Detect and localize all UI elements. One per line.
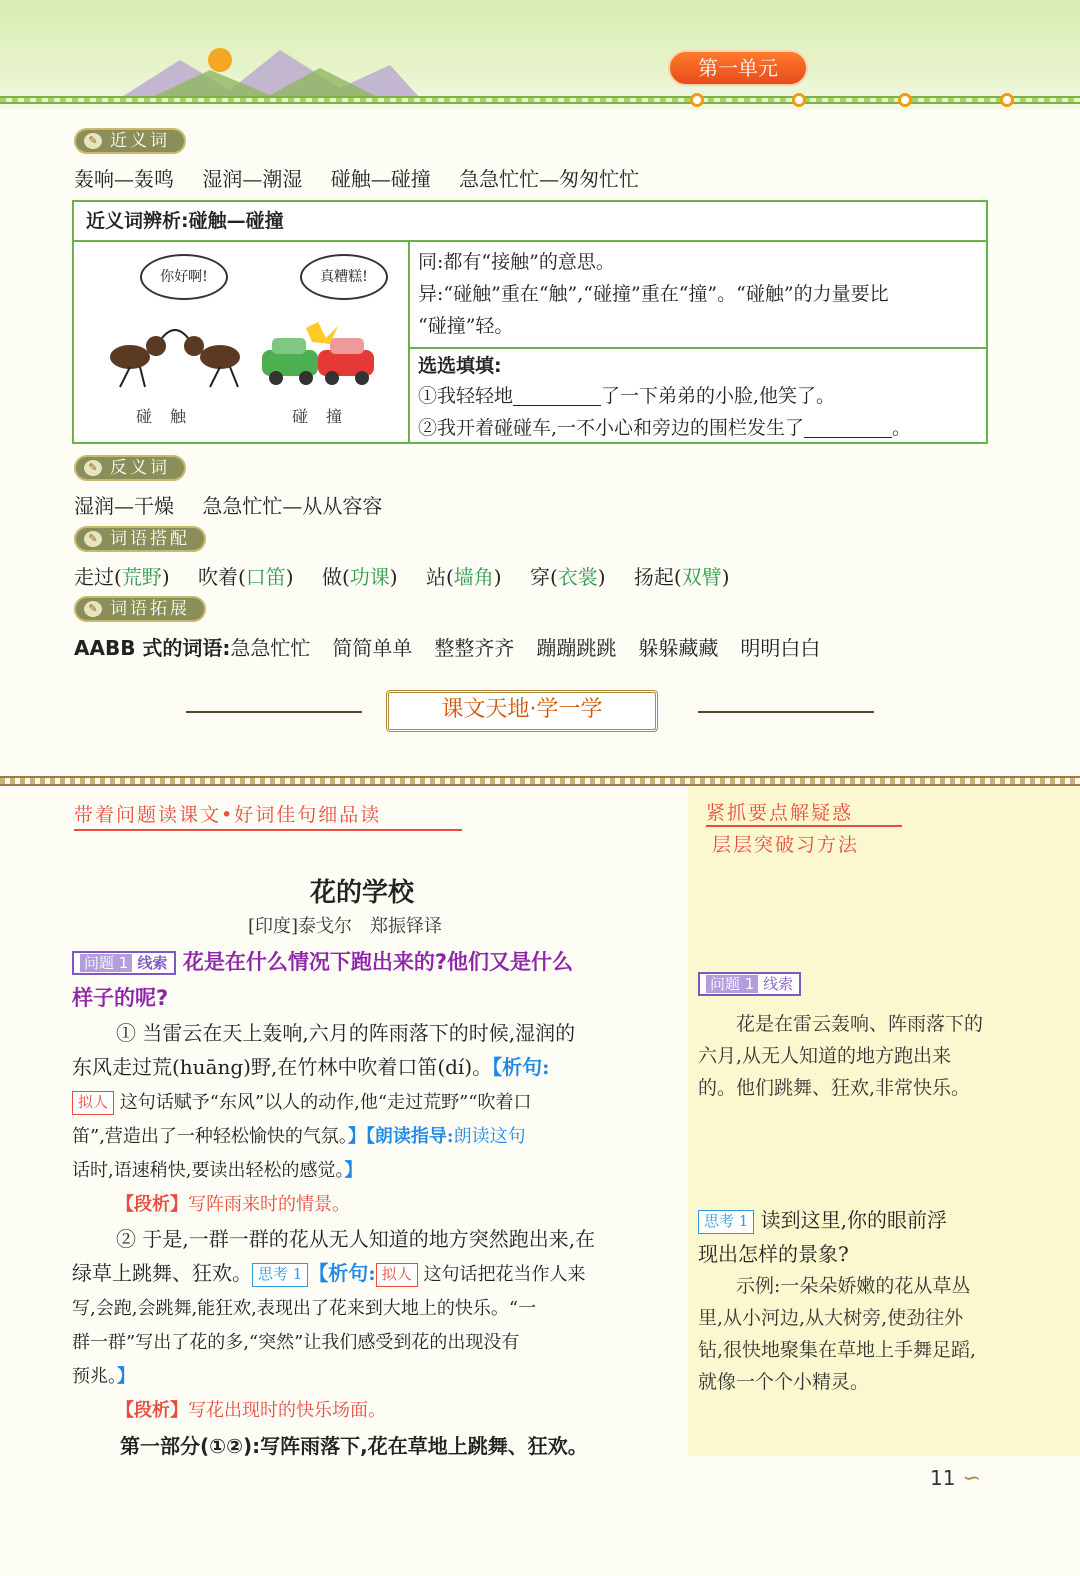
expansion-word: 躲躲藏藏 xyxy=(638,636,719,660)
para-2-line-4: 群一群”写出了花的多,“突然”让我们感受到花的出现没有 xyxy=(72,1332,520,1353)
expansion-label: ✎ 词语拓展 xyxy=(74,596,206,622)
antonyms-label: ✎ 反义词 xyxy=(74,455,186,481)
expansion-prefix: AABB 式的词语: xyxy=(74,636,231,660)
synonyms-list xyxy=(74,163,661,192)
collocation-item: 吹着(口笛) xyxy=(197,565,294,589)
think-tag: 思考 1 xyxy=(252,1263,308,1287)
blank-field[interactable] xyxy=(513,388,601,406)
blank-field[interactable] xyxy=(804,420,892,438)
ants-and-cars-illustration xyxy=(90,312,390,392)
para-2-line-1: ② 于是,一群一群的花从无人知道的地方突然跑出来,在 xyxy=(116,1227,596,1251)
exercise-title: 选选填填: xyxy=(418,355,502,377)
collocations-list xyxy=(74,561,752,590)
collocation-item: 站(墙角) xyxy=(425,565,502,589)
para-1-line-3: 拟人 这句话赋予“东风”以人的动作,他“走过荒野”“吹着口 xyxy=(72,1086,531,1120)
analysis-title: 近义词辨析:碰触—碰撞 xyxy=(74,202,986,242)
segment-analysis-1: 【段析】写阵雨来时的情景。 xyxy=(116,1194,350,1215)
personification-tag: 拟人 xyxy=(72,1091,114,1115)
synonym-pair: 急急忙忙—匆匆忙忙 xyxy=(459,167,640,191)
expansion-word: 急急忙忙 xyxy=(230,636,311,660)
personification-tag: 拟人 xyxy=(376,1263,418,1287)
collocation-item: 穿(衣裳) xyxy=(529,565,606,589)
speech-bubble-left: 你好啊! xyxy=(140,254,228,300)
antonyms-list xyxy=(74,490,404,519)
think-1-answer: 示例:一朵朵娇嫩的花从草丛里,从小河边,从大树旁,使劲往外钻,很快地聚集在草地上手舞足蹈,就像一个个小精灵。 xyxy=(698,1275,977,1393)
section-banner: 课文天地·学一学 xyxy=(386,690,658,732)
right-question-1 xyxy=(698,972,801,996)
para-1-line-5: 话时,语速稍快,要读出轻松的感觉。】 xyxy=(72,1160,363,1181)
banner-line xyxy=(698,711,874,713)
expansion-word: 简简单单 xyxy=(332,636,413,660)
difference-line-1: 异:“碰触”重在“触”,“碰撞”重在“撞”。“碰触”的力量要比 xyxy=(418,283,889,305)
synonym-pair: 碰触—碰撞 xyxy=(330,167,431,191)
same-meaning: 同:都有“接触”的意思。 xyxy=(418,251,615,273)
para-1-line-4: 笛”,营造出了一种轻松愉快的气氛。】【朗读指导:朗读这句 xyxy=(72,1126,526,1147)
unit-tab: 第一单元 xyxy=(668,50,808,86)
para-1-line-2: 东风走过荒(huāng)野,在竹林中吹着口笛(dí)。【析句: xyxy=(72,1055,550,1079)
synonym-pair: 湿润—潮湿 xyxy=(202,167,303,191)
collocations-label: ✎ 词语搭配 xyxy=(74,526,206,552)
expansion-word: 明明白白 xyxy=(740,636,821,660)
scroll-icon: ✎ xyxy=(84,133,102,149)
rail-dot xyxy=(792,93,806,107)
box-divider xyxy=(408,242,410,442)
caption-left: 碰触 xyxy=(136,407,205,426)
synonyms-label: ✎ 近义词 xyxy=(74,128,186,154)
rail-dot xyxy=(898,93,912,107)
page-number: 11 ∽ xyxy=(930,1466,981,1491)
scroll-icon: ✎ xyxy=(84,601,102,617)
right-subtitle-2: 层层突破习方法 xyxy=(712,834,860,856)
speech-bubble-right: 真糟糕! xyxy=(300,254,388,300)
mountain-sun-illustration xyxy=(120,40,420,100)
caption-right: 碰撞 xyxy=(292,407,361,426)
lesson-title: 花的学校 xyxy=(310,878,415,908)
expansion-list xyxy=(74,632,842,661)
question-1-cont: 样子的呢? xyxy=(72,986,169,1010)
antonym-pair: 湿润—干燥 xyxy=(74,494,174,518)
header-rail xyxy=(0,96,1080,104)
left-subtitle: 带着问题读课文•好词佳句细品读 xyxy=(74,800,462,831)
exercise-1: ①我轻轻地 了一下弟弟的小脸,他笑了。 xyxy=(418,385,836,407)
lower-rail xyxy=(0,776,1080,786)
question-1: 问题 1 线索 花是在什么情况下跑出来的?他们又是什么 xyxy=(72,944,672,980)
difference-line-2: “碰撞”轻。 xyxy=(418,315,514,337)
collocation-item: 扬起(双臂) xyxy=(633,565,730,589)
think-1-question-cont: 现出怎样的景象? xyxy=(698,1242,849,1266)
synonym-analysis-box xyxy=(72,200,988,444)
segment-analysis-2: 【段析】写花出现时的快乐场面。 xyxy=(116,1400,386,1421)
synonym-pair: 轰响—轰鸣 xyxy=(74,167,174,191)
expansion-word: 整整齐齐 xyxy=(434,636,515,660)
rail-dot xyxy=(1000,93,1014,107)
box-divider xyxy=(410,347,986,349)
para-2-line-5: 预兆。】 xyxy=(72,1366,135,1387)
question-tag: 问题 1 线索 xyxy=(72,951,176,975)
para-2-line-3: 写,会跑,会跳舞,能狂欢,表现出了花来到大地上的快乐。“一 xyxy=(72,1298,537,1319)
swirl-icon: ∽ xyxy=(955,1466,981,1491)
rail-dot xyxy=(690,93,704,107)
expansion-word: 蹦蹦跳跳 xyxy=(536,636,617,660)
scroll-icon: ✎ xyxy=(84,531,102,547)
antonym-pair: 急急忙忙—从从容容 xyxy=(202,494,383,518)
collocation-item: 走过(荒野) xyxy=(74,565,170,589)
think-1-question: 思考 1 读到这里,你的眼前浮 xyxy=(698,1204,947,1236)
exercise-2: ②我开着碰碰车,一不小心和旁边的围栏发生了 。 xyxy=(418,417,912,439)
answer-1: 花是在雷云轰响、阵雨落下的六月,从无人知道的地方跑出来的。他们跳舞、狂欢,非常快乐。 xyxy=(698,1013,984,1099)
question-tag: 问题 1 线索 xyxy=(698,972,801,996)
think-tag: 思考 1 xyxy=(698,1210,754,1234)
collocation-item: 做(功课) xyxy=(321,565,398,589)
banner-line xyxy=(186,711,362,713)
para-1-line-1: ① 当雷云在天上轰响,六月的阵雨落下的时候,湿润的 xyxy=(116,1021,576,1045)
para-2-line-2: 绿草上跳舞、狂欢。 思考 1 【析句: 拟人 这句话把花当作人来 xyxy=(72,1261,586,1285)
scroll-icon: ✎ xyxy=(84,460,102,476)
lesson-author: [印度]泰戈尔 郑振铎译 xyxy=(248,916,443,937)
part-summary: 第一部分(①②):写阵雨落下,花在草地上跳舞、狂欢。 xyxy=(120,1434,588,1458)
right-subtitle-1: 紧抓要点解疑惑 xyxy=(706,798,902,827)
